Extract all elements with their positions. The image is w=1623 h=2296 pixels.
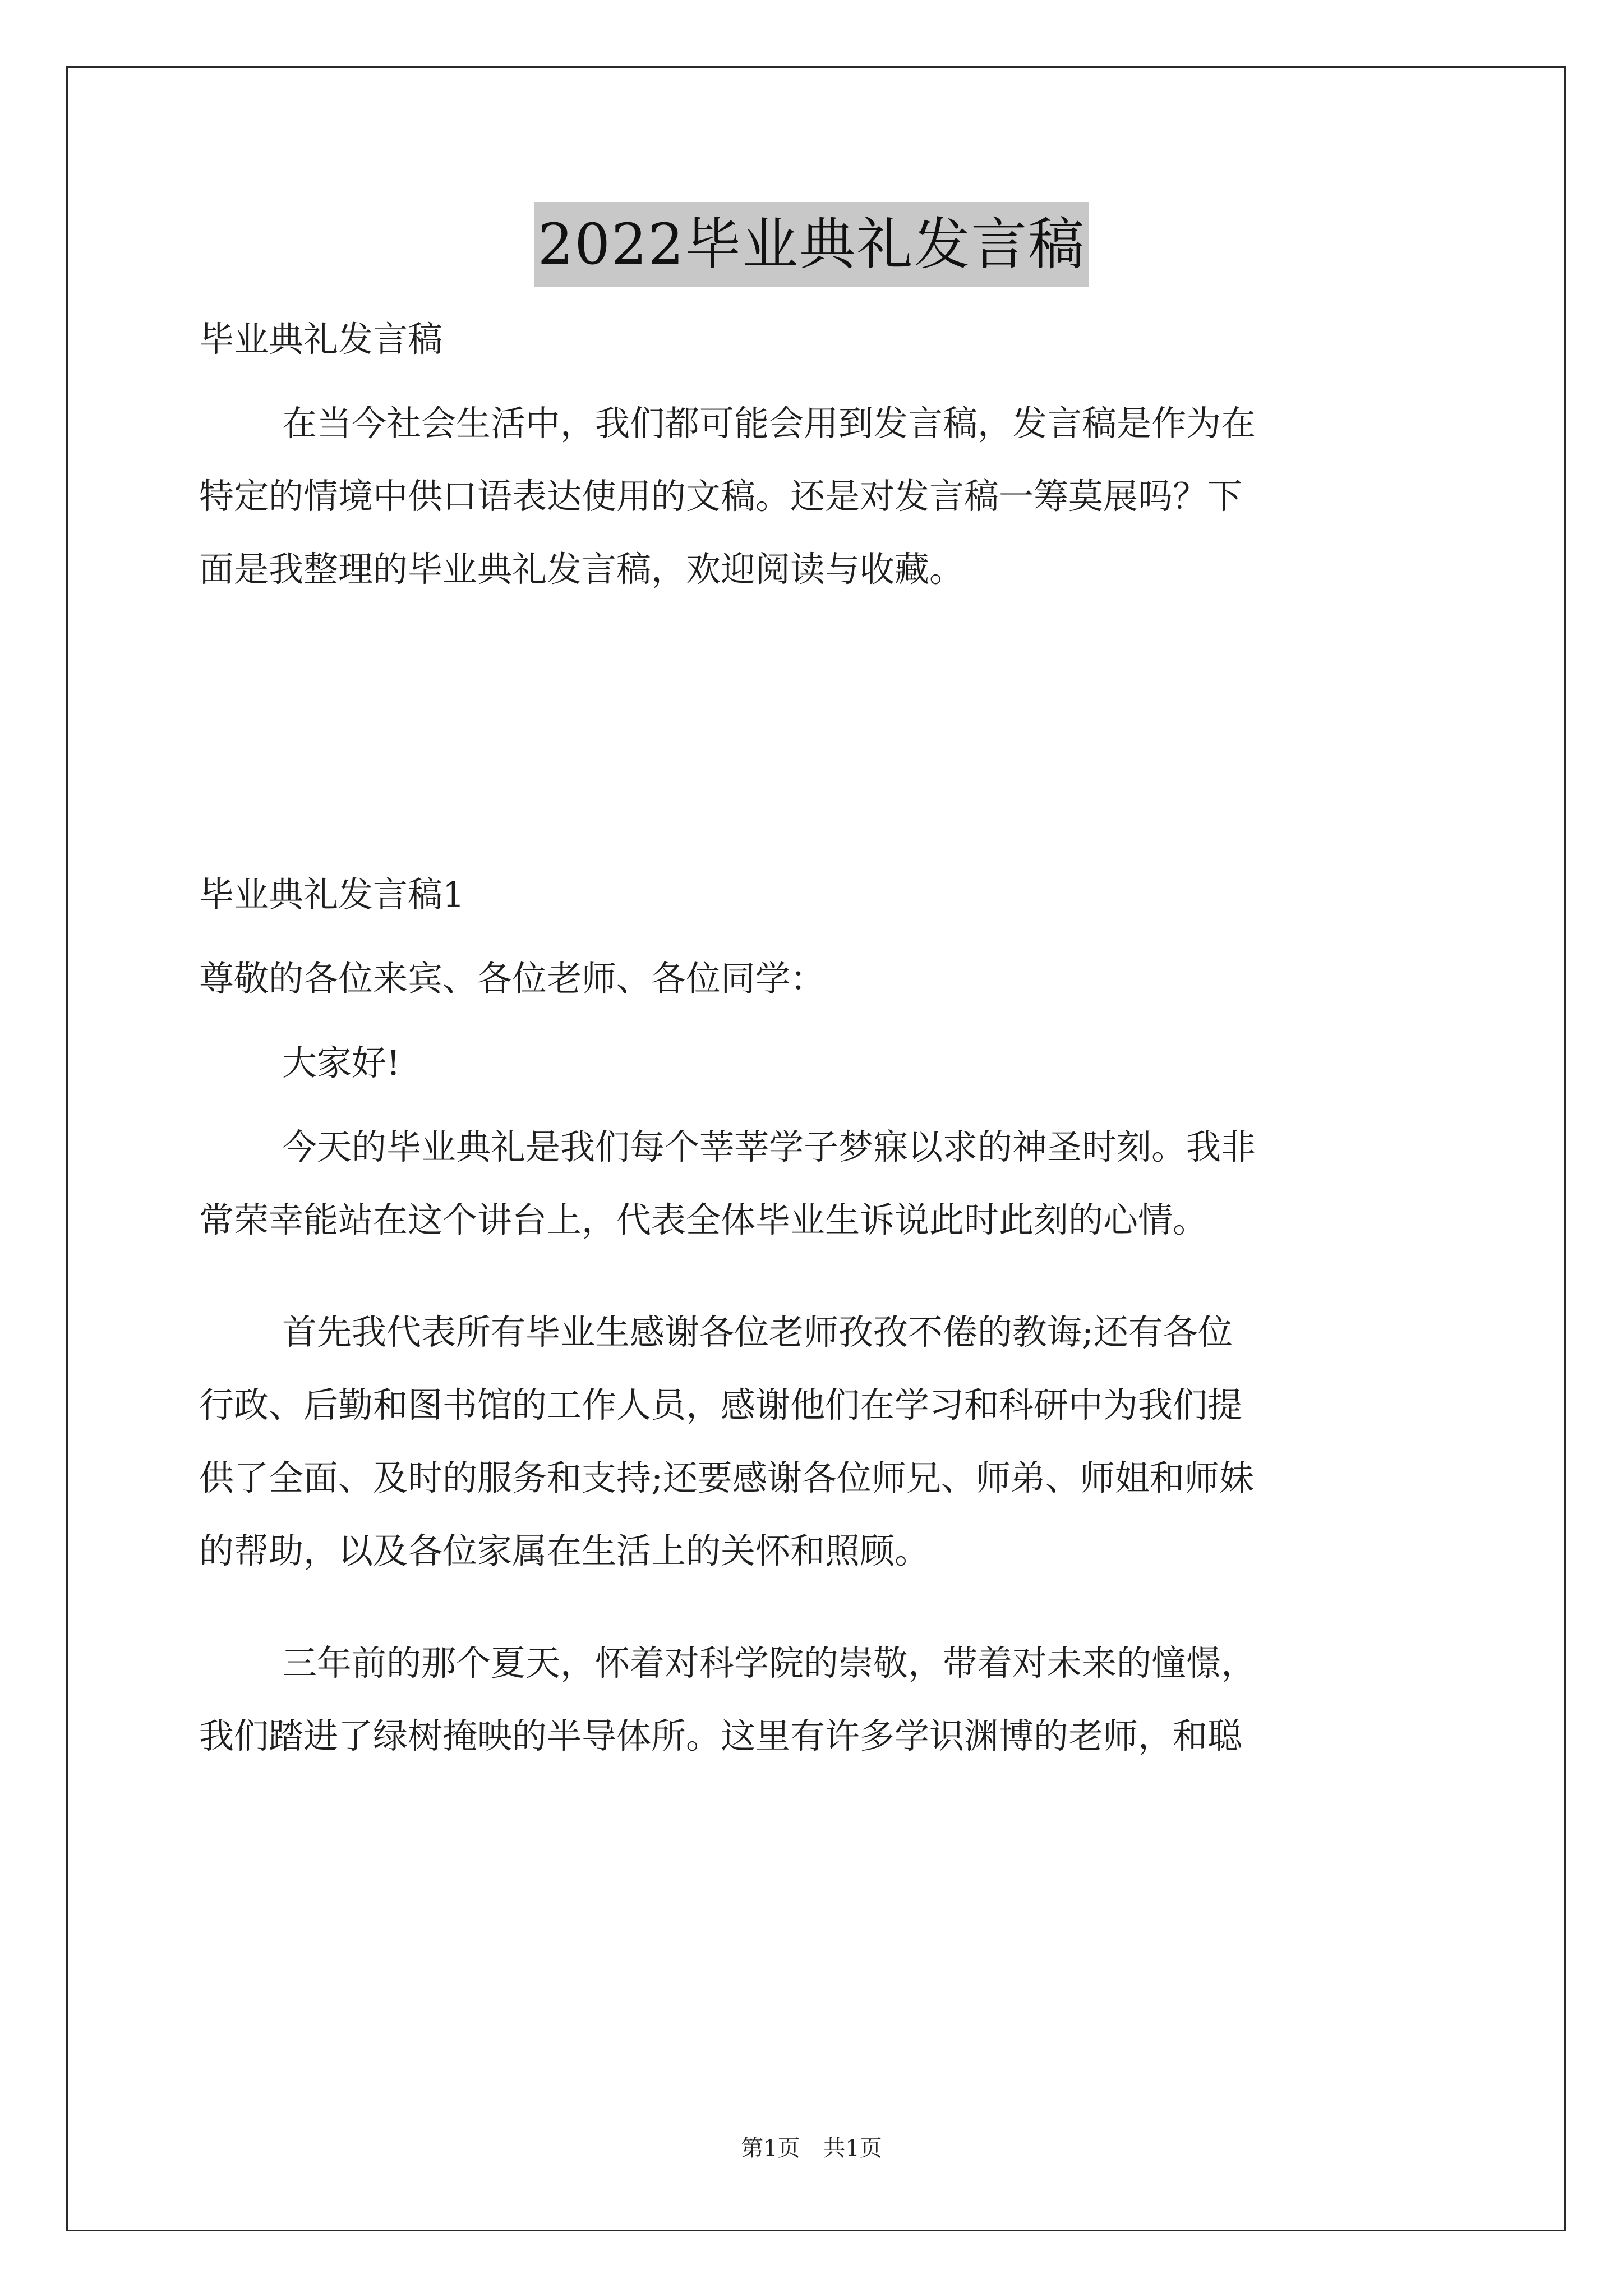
document-title: 2022毕业典礼发言稿 [534, 202, 1089, 287]
paragraph-line: 在当今社会生活中，我们都可能会用到发言稿，发言稿是作为在 [282, 403, 1256, 444]
paragraph-line: 今天的毕业典礼是我们每个莘莘学子梦寐以求的神圣时刻。我非 [282, 1126, 1256, 1167]
greeting: 大家好! [282, 1042, 400, 1083]
section-heading: 毕业典礼发言稿 [199, 319, 443, 360]
paragraph-line: 行政、后勤和图书馆的工作人员，感谢他们在学习和科研中为我们提 [199, 1384, 1243, 1425]
paragraph-line: 三年前的那个夏天，怀着对科学院的崇敬，带着对未来的憧憬， [282, 1642, 1256, 1683]
paragraph-line: 面是我整理的毕业典礼发言稿，欢迎阅读与收藏。 [199, 549, 965, 590]
paragraph-line: 首先我代表所有毕业生感谢各位老师孜孜不倦的教诲;还有各位 [282, 1312, 1233, 1352]
page-number: 第1页 [741, 2136, 800, 2161]
section-heading: 毕业典礼发言稿1 [199, 874, 465, 915]
paragraph-line: 我们踏进了绿树掩映的半导体所。这里有许多学识渊博的老师，和聪 [199, 1715, 1243, 1756]
paragraph-line: 特定的情境中供口语表达使用的文稿。还是对发言稿一筹莫展吗？下 [199, 476, 1243, 517]
title-container [0, 202, 1623, 287]
page-footer [0, 2133, 1623, 2164]
salutation: 尊敬的各位来宾、各位老师、各位同学： [199, 958, 826, 999]
paragraph-line: 的帮助，以及各位家属在生活上的关怀和照顾。 [199, 1530, 930, 1571]
paragraph-line: 常荣幸能站在这个讲台上，代表全体毕业生诉说此时此刻的心情。 [199, 1199, 1208, 1240]
paragraph-line: 供了全面、及时的服务和支持;还要感谢各位师兄、师弟、师姐和师妹 [199, 1457, 1254, 1498]
page-total: 共1页 [823, 2136, 882, 2161]
